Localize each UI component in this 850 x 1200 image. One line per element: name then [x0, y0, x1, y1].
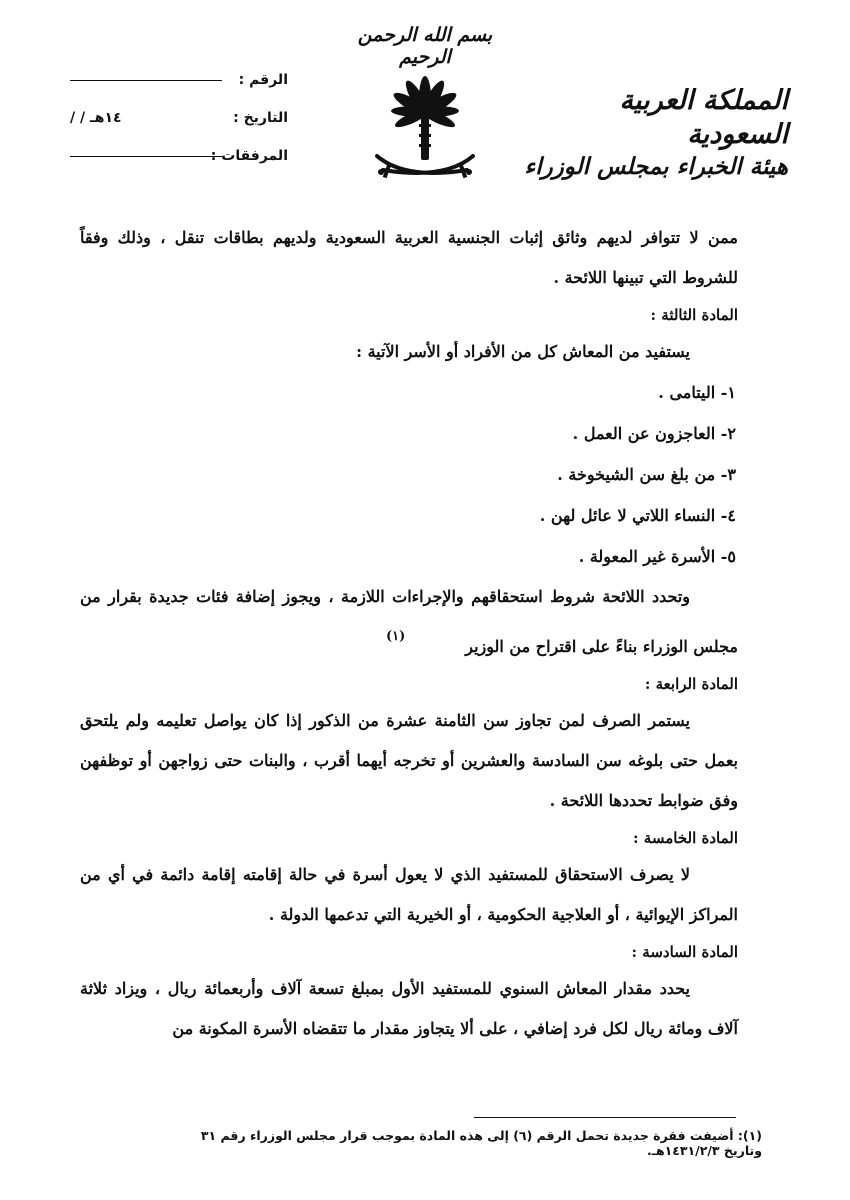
- footnote-divider: [474, 1117, 736, 1118]
- letter-meta: [58, 66, 288, 180]
- date-value: / / ١٤هـ: [70, 110, 122, 126]
- article-4-text: يستمر الصرف لمن تجاوز سن الثامنة عشرة من الذكور إذا كان يواصل تعليمه ولم يلتحق بعمل حتى بلوغه سن السادسة والعشرين أو تخرجه أيهما أقرب ، والبنات حتى زواجهن أو توظفهن وفق ضوابط تحددها اللائحة .: [80, 711, 738, 810]
- paragraph-continuation: ممن لا تتوافر لديهم وثائق إثبات الجنسية العربية السعودية ولديهم بطاقات تنقل ، وذلك وفقاً للشروط التي تبينها اللائحة .: [80, 228, 738, 287]
- list-item: ٣- من بلغ سن الشيخوخة .: [557, 465, 736, 484]
- list-item: ٤- النساء اللاتي لا عائل لهن .: [539, 506, 736, 525]
- letterhead-kingdom: [518, 84, 788, 182]
- basmala: بسم الله الرحمن الرحيم: [357, 24, 493, 68]
- ref-label: الرقم :: [238, 72, 288, 88]
- date-row: [58, 104, 288, 142]
- article-3-intro: يستفيد من المعاش كل من الأفراد أو الأسر الآتية :: [356, 342, 690, 361]
- article-4-title: المادة الرابعة :: [644, 675, 738, 693]
- date-label: التاريخ :: [233, 110, 288, 126]
- article-5-text: لا يصرف الاستحقاق للمستفيد الذي لا يعول أسرة في حالة إقامته إقامة دائمة في أي من المراكز الإيوائية ، أو العلاجية الحكومية ، أو الخيرية التي تدعمها الدولة .: [80, 865, 738, 924]
- article-5-title: المادة الخامسة :: [633, 829, 738, 847]
- attachments-row: [58, 142, 288, 180]
- footnote-reference: (١): [385, 629, 406, 644]
- document-body: [80, 218, 738, 1049]
- attachments-line: [70, 156, 222, 157]
- list-item: ٥- الأسرة غير المعولة .: [578, 547, 736, 566]
- list-item: ٢- العاجزون عن العمل .: [572, 424, 736, 443]
- agency-name: هيئة الخبراء بمجلس الوزراء: [524, 153, 788, 180]
- article-6-text: يحدد مقدار المعاش السنوي للمستفيد الأول بمبلغ تسعة آلاف وأربعمائة ريال ، ويزاد ثلاثة آلاف ومائة ريال لكل فرد إضافي ، على ألا يتجاوز مقدار ما تتقضاه الأسرة المكونة من: [80, 979, 738, 1038]
- article-6-title: المادة السادسة :: [631, 943, 738, 961]
- footnote: (١): أضيفت فقرة جديدة تحمل الرقم (٦) إلى هذه المادة بموجب قرار مجلس الوزراء رقم ٣١ وتاريخ ١٤٣١/٢/٣هـ.: [200, 1128, 762, 1158]
- ref-row: [58, 66, 288, 104]
- ref-line: [70, 80, 222, 81]
- article-3-title: المادة الثالثة :: [650, 306, 738, 324]
- saudi-emblem-icon: [365, 68, 485, 193]
- kingdom-name: المملكة العربية السعودية: [619, 85, 788, 150]
- list-item: ١- اليتامى .: [658, 383, 736, 402]
- article-3-after-text: وتحدد اللائحة شروط استحقاقهم والإجراءات اللازمة ، ويجوز إضافة فئات جديدة بقرار من مجلس الوزراء بناءً على اقتراح من الوزير: [80, 587, 738, 656]
- article-3-after: [80, 577, 738, 667]
- attachments-label: المرفقات :: [210, 148, 288, 164]
